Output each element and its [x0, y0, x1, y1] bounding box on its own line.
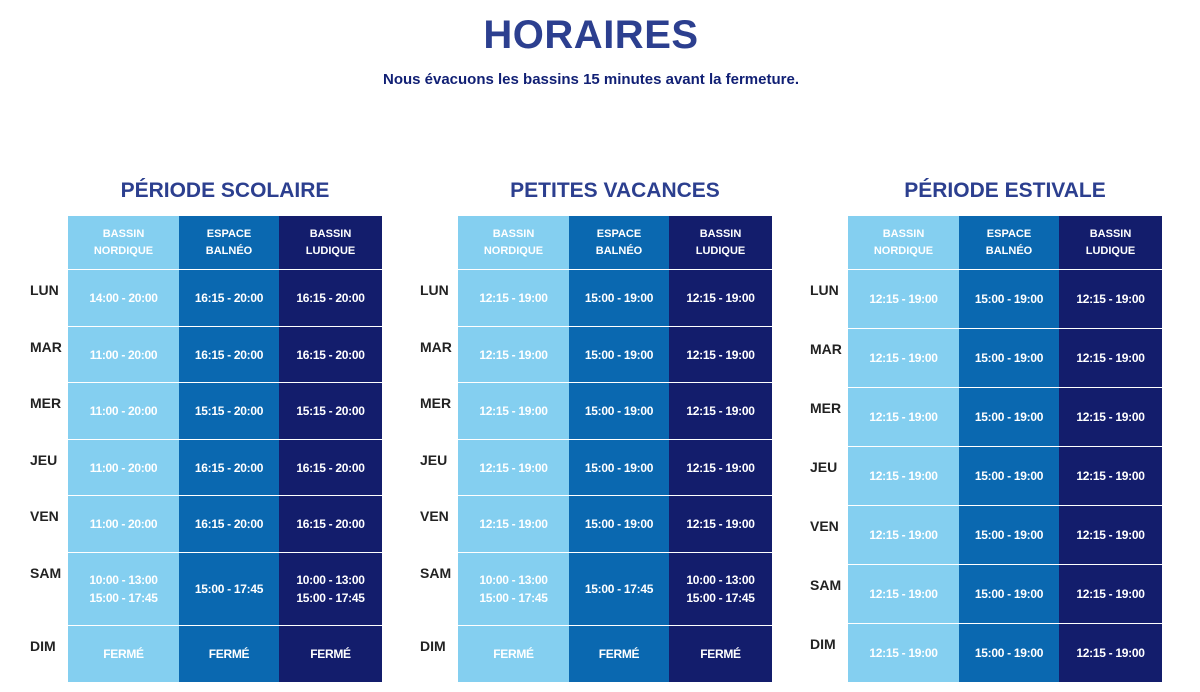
- table-row: [22, 382, 382, 439]
- hours-value: 12:15 - 19:00: [869, 646, 938, 660]
- hours-value: 12:15 - 19:00: [686, 291, 755, 305]
- column-header: [179, 216, 279, 269]
- hours-value: 15:00 - 19:00: [974, 410, 1044, 424]
- column-header-line: ESPACE: [206, 227, 252, 240]
- day-label: LUN: [810, 282, 839, 298]
- hours-cell: [458, 383, 569, 439]
- table-row: [412, 552, 772, 625]
- schedule-table: [412, 216, 772, 682]
- hours-value: 12:15 - 19:00: [479, 517, 548, 531]
- column-header-line: BALNÉO: [985, 244, 1033, 257]
- hours-value: 11:00 - 20:00: [89, 460, 158, 475]
- table-row: [22, 439, 382, 495]
- column-header-line: LUDIQUE: [305, 244, 356, 257]
- hours-cell: [458, 270, 569, 326]
- hours-cell: [848, 506, 959, 564]
- hours-value: 10:00 - 13:00: [296, 573, 365, 587]
- hours-value: 16:15 - 20:00: [296, 291, 365, 305]
- table-row: [22, 326, 382, 382]
- hours-value: 12:15 - 19:00: [869, 292, 938, 306]
- hours-cell: [848, 565, 959, 623]
- table-header-row: [412, 216, 772, 269]
- hours-cell: [68, 327, 179, 382]
- column-header-line: ESPACE: [596, 227, 642, 240]
- day-label: VEN: [810, 518, 839, 534]
- table-row: [802, 269, 1162, 328]
- hours-cell: [669, 327, 772, 382]
- table-row: [22, 495, 382, 552]
- hours-value: 16:15 - 20:00: [194, 460, 264, 475]
- table-row: [802, 387, 1162, 446]
- hours-cell: [279, 440, 382, 495]
- hours-value: 12:15 - 19:00: [686, 517, 755, 531]
- hours-value: 12:15 - 19:00: [869, 410, 938, 424]
- column-header: [569, 216, 669, 269]
- day-label: SAM: [420, 565, 452, 581]
- hours-value: 16:15 - 20:00: [194, 347, 264, 362]
- hours-value: 12:15 - 19:00: [479, 460, 548, 475]
- hours-value: 12:15 - 19:00: [869, 351, 938, 365]
- day-label: MAR: [420, 339, 452, 355]
- period-title: PÉRIODE SCOLAIRE: [120, 179, 330, 202]
- hours-cell: [669, 383, 772, 439]
- hours-value: FERMÉ: [310, 647, 351, 661]
- hours-value: 16:15 - 20:00: [296, 517, 365, 531]
- table-row: [802, 446, 1162, 505]
- hours-cell: [179, 327, 279, 382]
- table-row: [22, 269, 382, 326]
- hours-value: 15:00 - 19:00: [974, 528, 1044, 542]
- day-label: MER: [420, 395, 452, 411]
- hours-value: 15:00 - 19:00: [974, 292, 1044, 306]
- hours-cell: [68, 496, 179, 552]
- hours-value: 16:15 - 20:00: [296, 460, 365, 475]
- hours-value: 12:15 - 19:00: [479, 404, 548, 418]
- hours-value: 12:15 - 19:00: [479, 347, 548, 362]
- table-row: [412, 625, 772, 682]
- hours-value: 15:00 - 19:00: [584, 517, 654, 531]
- hours-value: 12:15 - 19:00: [686, 404, 755, 418]
- hours-cell: [848, 270, 959, 328]
- hours-value: 16:15 - 20:00: [194, 291, 264, 305]
- day-label: DIM: [30, 638, 56, 654]
- column-header-line: BASSIN: [309, 227, 352, 240]
- hours-cell: [569, 327, 669, 382]
- hours-cell: [68, 270, 179, 326]
- day-label: VEN: [30, 508, 59, 524]
- hours-value: 12:15 - 19:00: [479, 291, 548, 305]
- day-label: JEU: [420, 452, 448, 468]
- table-row: [412, 382, 772, 439]
- hours-cell: [959, 270, 1059, 328]
- hours-cell: [569, 270, 669, 326]
- day-label: MER: [30, 395, 62, 411]
- hours-value: 15:00 - 19:00: [584, 347, 654, 362]
- column-header-line: BASSIN: [102, 227, 145, 240]
- hours-value: 12:15 - 19:00: [1076, 292, 1145, 306]
- hours-cell: [669, 626, 772, 682]
- hours-cell: [959, 506, 1059, 564]
- hours-value: 15:00 - 17:45: [194, 582, 264, 596]
- day-label: LUN: [420, 282, 449, 298]
- page-title: HORAIRES: [483, 13, 699, 57]
- hours-value: 12:15 - 19:00: [1076, 646, 1145, 660]
- table-header-row: [22, 216, 382, 269]
- hours-cell: [1059, 388, 1162, 446]
- hours-value: 15:00 - 19:00: [974, 351, 1044, 365]
- hours-cell: [1059, 565, 1162, 623]
- hours-value: 11:00 - 20:00: [89, 404, 158, 418]
- hours-cell: [68, 440, 179, 495]
- column-header: [458, 216, 569, 269]
- column-header-line: NORDIQUE: [873, 244, 934, 257]
- hours-cell: [848, 624, 959, 682]
- column-header: [848, 216, 959, 269]
- hours-cell: [569, 553, 669, 625]
- hours-cell: [458, 496, 569, 552]
- hours-value: 12:15 - 19:00: [869, 587, 938, 601]
- hours-value: 15:00 - 17:45: [296, 591, 365, 605]
- column-header-line: BALNÉO: [595, 244, 643, 257]
- period-title: PÉRIODE ESTIVALE: [904, 179, 1106, 202]
- hours-value: 15:00 - 19:00: [584, 404, 654, 418]
- table-row: [802, 328, 1162, 387]
- hours-value: 15:00 - 17:45: [686, 591, 755, 605]
- table-row: [802, 505, 1162, 564]
- column-header-line: BASSIN: [1089, 227, 1132, 240]
- hours-cell: [848, 329, 959, 387]
- hours-value: 15:15 - 20:00: [296, 404, 365, 418]
- page-subtitle: Nous évacuons les bassins 15 minutes avant la fermeture.: [382, 71, 799, 88]
- hours-value: 12:15 - 19:00: [869, 528, 938, 542]
- hours-value: 15:00 - 19:00: [974, 646, 1044, 660]
- hours-cell: [279, 327, 382, 382]
- hours-value: 15:00 - 17:45: [479, 591, 548, 605]
- hours-cell: [959, 565, 1059, 623]
- hours-cell: [669, 496, 772, 552]
- hours-cell: [1059, 329, 1162, 387]
- column-header: [279, 216, 382, 269]
- hours-cell: [179, 553, 279, 625]
- table-row: [412, 326, 772, 382]
- day-label: DIM: [810, 636, 836, 652]
- column-header: [68, 216, 179, 269]
- hours-cell: [179, 626, 279, 682]
- hours-value: FERMÉ: [208, 647, 250, 661]
- hours-cell: [669, 270, 772, 326]
- column-header-line: BASSIN: [699, 227, 742, 240]
- schedule-table: [802, 216, 1162, 682]
- table-row: [412, 439, 772, 495]
- hours-value: 10:00 - 13:00: [479, 573, 548, 587]
- day-label: SAM: [810, 577, 842, 593]
- column-header-line: BASSIN: [882, 227, 925, 240]
- hours-cell: [1059, 506, 1162, 564]
- hours-cell: [569, 496, 669, 552]
- hours-value: 12:15 - 19:00: [686, 347, 755, 362]
- hours-value: 10:00 - 13:00: [89, 573, 158, 587]
- hours-cell: [458, 553, 569, 625]
- column-header-line: NORDIQUE: [93, 244, 154, 257]
- hours-value: 16:15 - 20:00: [296, 347, 365, 362]
- day-label: VEN: [420, 508, 449, 524]
- hours-value: FERMÉ: [598, 647, 640, 661]
- hours-value: 15:00 - 17:45: [89, 591, 158, 605]
- hours-value: 12:15 - 19:00: [1076, 587, 1145, 601]
- hours-cell: [959, 329, 1059, 387]
- hours-cell: [669, 440, 772, 495]
- table-row: [412, 269, 772, 326]
- hours-cell: [279, 626, 382, 682]
- day-label: MAR: [30, 339, 62, 355]
- schedule-table: [22, 216, 382, 682]
- table-row: [412, 495, 772, 552]
- table-row: [802, 564, 1162, 623]
- hours-cell: [959, 624, 1059, 682]
- day-label: JEU: [30, 452, 58, 468]
- hours-cell: [68, 626, 179, 682]
- hours-cell: [458, 626, 569, 682]
- hours-cell: [279, 553, 382, 625]
- period-title: PETITES VACANCES: [510, 179, 720, 202]
- table-row: [802, 623, 1162, 682]
- hours-value: 12:15 - 19:00: [869, 469, 938, 483]
- hours-cell: [848, 447, 959, 505]
- hours-value: 12:15 - 19:00: [686, 460, 755, 475]
- hours-cell: [68, 383, 179, 439]
- hours-value: 12:15 - 19:00: [1076, 469, 1145, 483]
- hours-value: 12:15 - 19:00: [1076, 351, 1145, 365]
- hours-cell: [279, 383, 382, 439]
- hours-cell: [179, 496, 279, 552]
- hours-value: 11:00 - 20:00: [89, 347, 158, 362]
- hours-cell: [179, 270, 279, 326]
- hours-cell: [68, 553, 179, 625]
- hours-cell: [1059, 447, 1162, 505]
- hours-cell: [458, 440, 569, 495]
- column-header: [669, 216, 772, 269]
- hours-cell: [569, 626, 669, 682]
- column-header-line: NORDIQUE: [483, 244, 544, 257]
- hours-value: 15:00 - 19:00: [584, 291, 654, 305]
- column-header: [1059, 216, 1162, 269]
- hours-cell: [569, 440, 669, 495]
- hours-value: 15:00 - 19:00: [974, 469, 1044, 483]
- hours-value: 10:00 - 13:00: [686, 573, 755, 587]
- hours-cell: [458, 327, 569, 382]
- column-header-line: ESPACE: [986, 227, 1032, 240]
- column-header-line: LUDIQUE: [695, 244, 746, 257]
- table-header-row: [802, 216, 1162, 269]
- hours-value: 15:15 - 20:00: [194, 404, 264, 418]
- hours-value: 14:00 - 20:00: [89, 291, 158, 305]
- day-label: MAR: [810, 341, 842, 357]
- hours-cell: [279, 496, 382, 552]
- hours-value: 11:00 - 20:00: [89, 517, 158, 531]
- hours-value: 15:00 - 19:00: [584, 460, 654, 475]
- hours-value: 12:15 - 19:00: [1076, 410, 1145, 424]
- hours-cell: [179, 440, 279, 495]
- hours-value: FERMÉ: [700, 647, 741, 661]
- hours-cell: [959, 447, 1059, 505]
- hours-cell: [669, 553, 772, 625]
- hours-value: 12:15 - 19:00: [1076, 528, 1145, 542]
- hours-value: FERMÉ: [493, 647, 534, 661]
- column-header-line: BASSIN: [492, 227, 535, 240]
- hours-cell: [279, 270, 382, 326]
- day-label: LUN: [30, 282, 59, 298]
- hours-cell: [1059, 624, 1162, 682]
- hours-value: 15:00 - 17:45: [584, 582, 654, 596]
- hours-cell: [1059, 270, 1162, 328]
- day-label: DIM: [420, 638, 446, 654]
- table-row: [22, 552, 382, 625]
- day-label: SAM: [30, 565, 62, 581]
- column-header-line: BALNÉO: [205, 244, 253, 257]
- hours-cell: [959, 388, 1059, 446]
- hours-value: 16:15 - 20:00: [194, 517, 264, 531]
- column-header: [959, 216, 1059, 269]
- hours-value: 15:00 - 19:00: [974, 587, 1044, 601]
- hours-value: FERMÉ: [103, 647, 144, 661]
- hours-cell: [179, 383, 279, 439]
- hours-cell: [569, 383, 669, 439]
- hours-cell: [848, 388, 959, 446]
- day-label: MER: [810, 400, 842, 416]
- table-row: [22, 625, 382, 682]
- column-header-line: LUDIQUE: [1085, 244, 1136, 257]
- day-label: JEU: [810, 459, 838, 475]
